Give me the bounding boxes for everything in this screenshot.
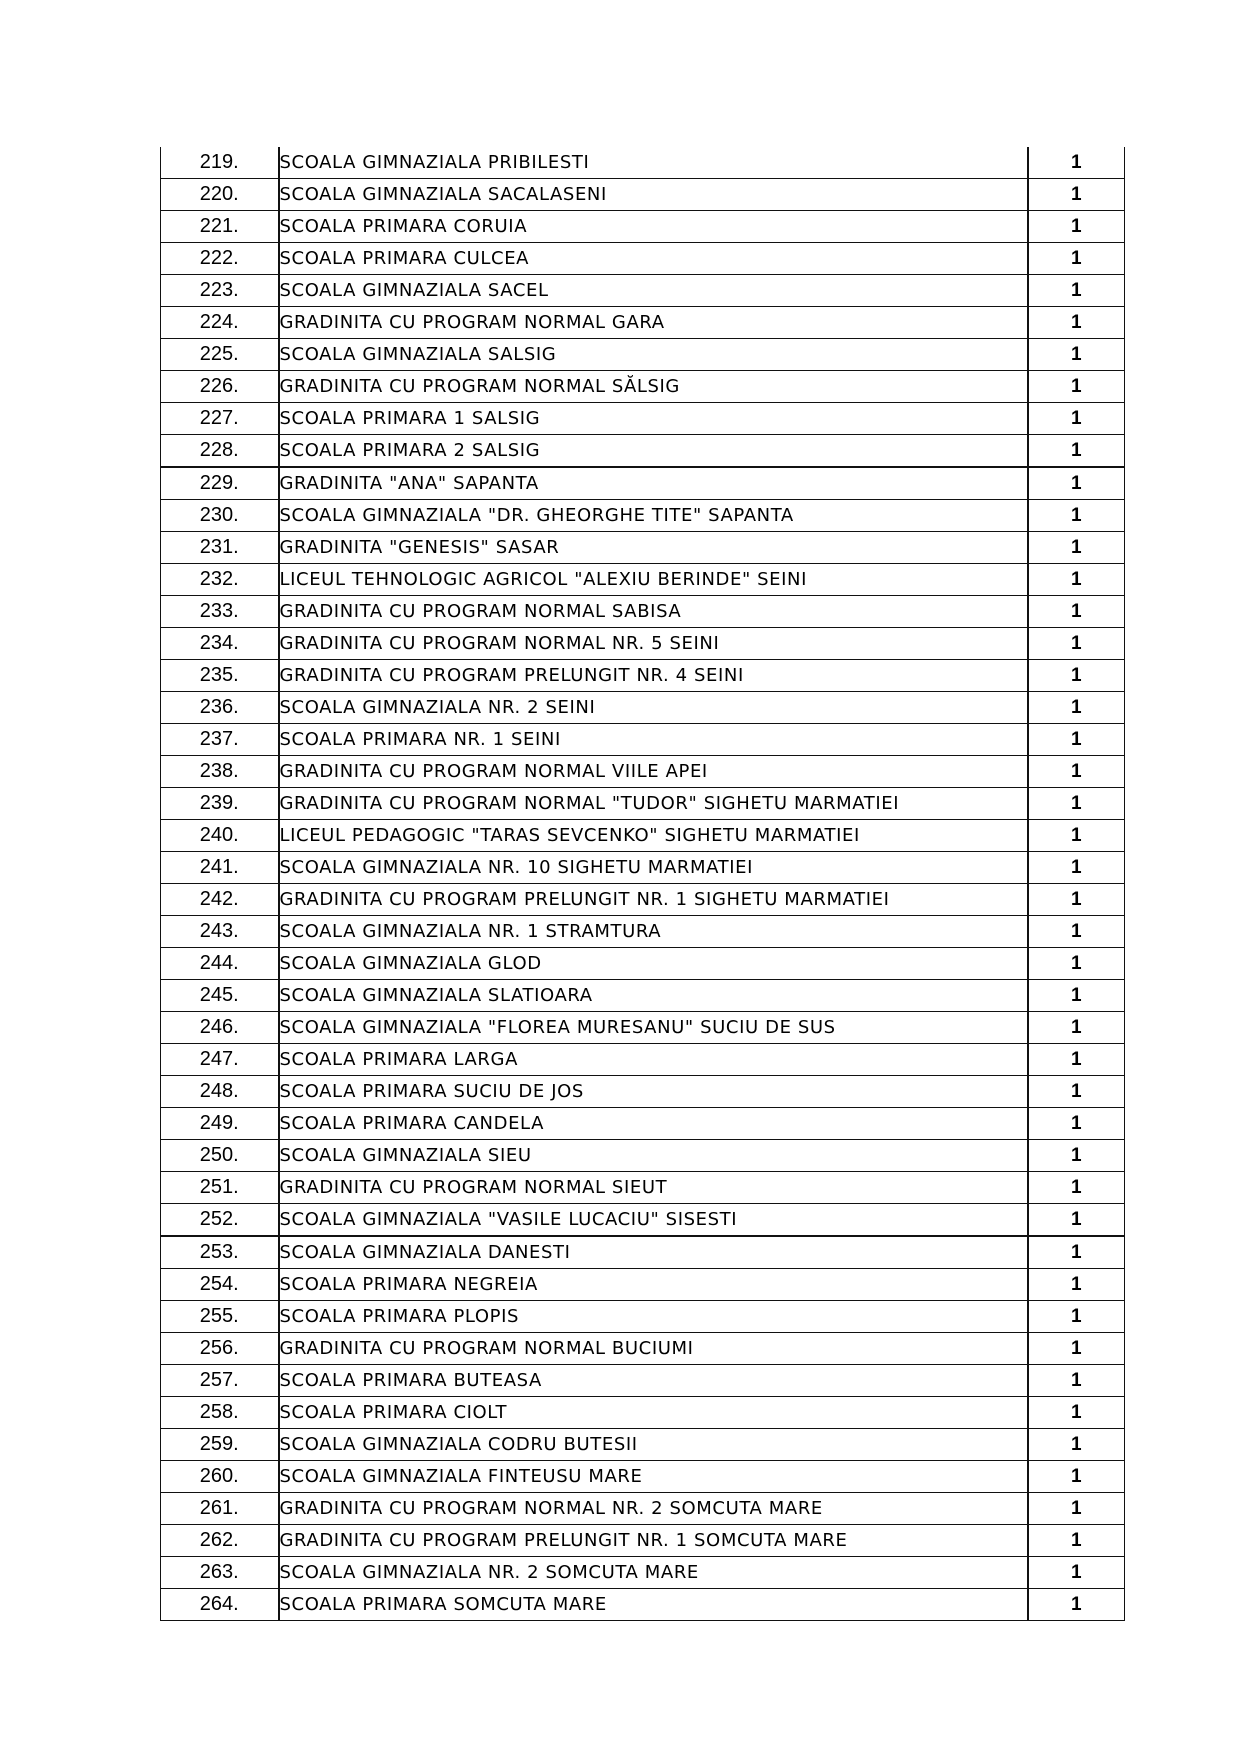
quantity-cell: 1 bbox=[1028, 1076, 1125, 1108]
quantity-cell: 1 bbox=[1028, 1557, 1125, 1589]
quantity-cell: 1 bbox=[1028, 756, 1125, 788]
table-row bbox=[161, 1044, 1125, 1076]
table-row bbox=[161, 371, 1125, 403]
table-row bbox=[161, 564, 1125, 596]
quantity-cell: 1 bbox=[1028, 788, 1125, 820]
row-number-cell: 251. bbox=[161, 1172, 279, 1204]
row-number-cell: 236. bbox=[161, 692, 279, 724]
row-number-cell: 252. bbox=[161, 1204, 279, 1237]
table-row bbox=[161, 788, 1125, 820]
quantity-cell: 1 bbox=[1028, 147, 1125, 179]
quantity-cell: 1 bbox=[1028, 1236, 1125, 1269]
row-number-cell: 231. bbox=[161, 532, 279, 564]
quantity-cell: 1 bbox=[1028, 1333, 1125, 1365]
row-number-cell: 244. bbox=[161, 948, 279, 980]
table-row bbox=[161, 1076, 1125, 1108]
row-number-cell: 243. bbox=[161, 916, 279, 948]
school-name-cell: SCOALA PRIMARA CORUIA bbox=[279, 211, 1028, 243]
table-row bbox=[161, 1589, 1125, 1621]
table-row bbox=[161, 1301, 1125, 1333]
table-row bbox=[161, 500, 1125, 532]
school-name-cell: GRADINITA CU PROGRAM NORMAL GARA bbox=[279, 307, 1028, 339]
quantity-cell: 1 bbox=[1028, 660, 1125, 692]
row-number-cell: 260. bbox=[161, 1461, 279, 1493]
school-name-cell: SCOALA PRIMARA NR. 1 SEINI bbox=[279, 724, 1028, 756]
row-number-cell: 221. bbox=[161, 211, 279, 243]
school-name-cell: GRADINITA CU PROGRAM NORMAL NR. 5 SEINI bbox=[279, 628, 1028, 660]
table-row bbox=[161, 403, 1125, 435]
quantity-cell: 1 bbox=[1028, 852, 1125, 884]
row-number-cell: 238. bbox=[161, 756, 279, 788]
school-name-cell: SCOALA GIMNAZIALA NR. 2 SOMCUTA MARE bbox=[279, 1557, 1028, 1589]
quantity-cell: 1 bbox=[1028, 1301, 1125, 1333]
row-number-cell: 241. bbox=[161, 852, 279, 884]
table-row bbox=[161, 1557, 1125, 1589]
table-row bbox=[161, 1461, 1125, 1493]
quantity-cell: 1 bbox=[1028, 1365, 1125, 1397]
row-number-cell: 247. bbox=[161, 1044, 279, 1076]
row-number-cell: 228. bbox=[161, 435, 279, 468]
table-row bbox=[161, 1429, 1125, 1461]
schools-table bbox=[160, 147, 1125, 1621]
quantity-cell: 1 bbox=[1028, 1140, 1125, 1172]
quantity-cell: 1 bbox=[1028, 371, 1125, 403]
school-name-cell: GRADINITA CU PROGRAM NORMAL BUCIUMI bbox=[279, 1333, 1028, 1365]
quantity-cell: 1 bbox=[1028, 211, 1125, 243]
row-number-cell: 263. bbox=[161, 1557, 279, 1589]
table-row bbox=[161, 660, 1125, 692]
school-name-cell: SCOALA GIMNAZIALA NR. 10 SIGHETU MARMATIEI bbox=[279, 852, 1028, 884]
quantity-cell: 1 bbox=[1028, 1172, 1125, 1204]
table-row bbox=[161, 1525, 1125, 1557]
quantity-cell: 1 bbox=[1028, 339, 1125, 371]
table-row bbox=[161, 692, 1125, 724]
table-row bbox=[161, 1140, 1125, 1172]
school-name-cell: SCOALA GIMNAZIALA SACEL bbox=[279, 275, 1028, 307]
school-name-cell: GRADINITA CU PROGRAM PRELUNGIT NR. 1 SOMCUTA MARE bbox=[279, 1525, 1028, 1557]
row-number-cell: 255. bbox=[161, 1301, 279, 1333]
row-number-cell: 254. bbox=[161, 1269, 279, 1301]
quantity-cell: 1 bbox=[1028, 1429, 1125, 1461]
quantity-cell: 1 bbox=[1028, 403, 1125, 435]
row-number-cell: 226. bbox=[161, 371, 279, 403]
table-row bbox=[161, 596, 1125, 628]
row-number-cell: 223. bbox=[161, 275, 279, 307]
row-number-cell: 261. bbox=[161, 1493, 279, 1525]
quantity-cell: 1 bbox=[1028, 1269, 1125, 1301]
school-name-cell: SCOALA PRIMARA CIOLT bbox=[279, 1397, 1028, 1429]
school-name-cell: GRADINITA CU PROGRAM NORMAL SĂLSIG bbox=[279, 371, 1028, 403]
row-number-cell: 242. bbox=[161, 884, 279, 916]
quantity-cell: 1 bbox=[1028, 1108, 1125, 1140]
table-row bbox=[161, 532, 1125, 564]
school-name-cell: SCOALA PRIMARA SOMCUTA MARE bbox=[279, 1589, 1028, 1621]
row-number-cell: 253. bbox=[161, 1236, 279, 1269]
row-number-cell: 235. bbox=[161, 660, 279, 692]
school-name-cell: GRADINITA CU PROGRAM NORMAL SIEUT bbox=[279, 1172, 1028, 1204]
row-number-cell: 245. bbox=[161, 980, 279, 1012]
table-row bbox=[161, 275, 1125, 307]
quantity-cell: 1 bbox=[1028, 948, 1125, 980]
schools-table-body bbox=[161, 147, 1125, 1621]
table-row bbox=[161, 467, 1125, 500]
school-name-cell: GRADINITA CU PROGRAM PRELUNGIT NR. 4 SEINI bbox=[279, 660, 1028, 692]
quantity-cell: 1 bbox=[1028, 243, 1125, 275]
row-number-cell: 233. bbox=[161, 596, 279, 628]
row-number-cell: 257. bbox=[161, 1365, 279, 1397]
school-name-cell: SCOALA GIMNAZIALA CODRU BUTESII bbox=[279, 1429, 1028, 1461]
table-row bbox=[161, 435, 1125, 468]
row-number-cell: 234. bbox=[161, 628, 279, 660]
school-name-cell: SCOALA PRIMARA 1 SALSIG bbox=[279, 403, 1028, 435]
quantity-cell: 1 bbox=[1028, 980, 1125, 1012]
school-name-cell: SCOALA GIMNAZIALA "DR. GHEORGHE TITE" SAPANTA bbox=[279, 500, 1028, 532]
school-name-cell: SCOALA PRIMARA BUTEASA bbox=[279, 1365, 1028, 1397]
table-row bbox=[161, 1012, 1125, 1044]
quantity-cell: 1 bbox=[1028, 1493, 1125, 1525]
table-row bbox=[161, 339, 1125, 371]
school-name-cell: LICEUL TEHNOLOGIC AGRICOL "ALEXIU BERINDE" SEINI bbox=[279, 564, 1028, 596]
table-row bbox=[161, 147, 1125, 179]
table-row bbox=[161, 1365, 1125, 1397]
school-name-cell: SCOALA GIMNAZIALA FINTEUSU MARE bbox=[279, 1461, 1028, 1493]
table-row bbox=[161, 179, 1125, 211]
row-number-cell: 259. bbox=[161, 1429, 279, 1461]
table-row bbox=[161, 852, 1125, 884]
quantity-cell: 1 bbox=[1028, 820, 1125, 852]
quantity-cell: 1 bbox=[1028, 307, 1125, 339]
row-number-cell: 256. bbox=[161, 1333, 279, 1365]
table-row bbox=[161, 1236, 1125, 1269]
row-number-cell: 258. bbox=[161, 1397, 279, 1429]
table-row bbox=[161, 1108, 1125, 1140]
school-name-cell: SCOALA PRIMARA 2 SALSIG bbox=[279, 435, 1028, 468]
table-row bbox=[161, 211, 1125, 243]
row-number-cell: 229. bbox=[161, 467, 279, 500]
table-row bbox=[161, 948, 1125, 980]
row-number-cell: 219. bbox=[161, 147, 279, 179]
school-name-cell: SCOALA PRIMARA PLOPIS bbox=[279, 1301, 1028, 1333]
table-row bbox=[161, 1204, 1125, 1237]
row-number-cell: 230. bbox=[161, 500, 279, 532]
school-name-cell: GRADINITA CU PROGRAM NORMAL VIILE APEI bbox=[279, 756, 1028, 788]
table-row bbox=[161, 243, 1125, 275]
school-name-cell: GRADINITA CU PROGRAM NORMAL "TUDOR" SIGHETU MARMATIEI bbox=[279, 788, 1028, 820]
row-number-cell: 222. bbox=[161, 243, 279, 275]
school-name-cell: GRADINITA CU PROGRAM NORMAL SABISA bbox=[279, 596, 1028, 628]
quantity-cell: 1 bbox=[1028, 1397, 1125, 1429]
quantity-cell: 1 bbox=[1028, 435, 1125, 468]
table-row bbox=[161, 307, 1125, 339]
row-number-cell: 262. bbox=[161, 1525, 279, 1557]
row-number-cell: 249. bbox=[161, 1108, 279, 1140]
school-name-cell: SCOALA GIMNAZIALA NR. 1 STRAMTURA bbox=[279, 916, 1028, 948]
quantity-cell: 1 bbox=[1028, 596, 1125, 628]
quantity-cell: 1 bbox=[1028, 179, 1125, 211]
row-number-cell: 232. bbox=[161, 564, 279, 596]
school-name-cell: SCOALA PRIMARA CULCEA bbox=[279, 243, 1028, 275]
row-number-cell: 224. bbox=[161, 307, 279, 339]
school-name-cell: SCOALA GIMNAZIALA GLOD bbox=[279, 948, 1028, 980]
school-name-cell: LICEUL PEDAGOGIC "TARAS SEVCENKO" SIGHETU MARMATIEI bbox=[279, 820, 1028, 852]
row-number-cell: 225. bbox=[161, 339, 279, 371]
table-row bbox=[161, 756, 1125, 788]
table-row bbox=[161, 1269, 1125, 1301]
row-number-cell: 246. bbox=[161, 1012, 279, 1044]
school-name-cell: SCOALA GIMNAZIALA SIEU bbox=[279, 1140, 1028, 1172]
quantity-cell: 1 bbox=[1028, 532, 1125, 564]
school-name-cell: SCOALA GIMNAZIALA DANESTI bbox=[279, 1236, 1028, 1269]
quantity-cell: 1 bbox=[1028, 628, 1125, 660]
table-row bbox=[161, 1333, 1125, 1365]
row-number-cell: 240. bbox=[161, 820, 279, 852]
school-name-cell: SCOALA GIMNAZIALA "FLOREA MURESANU" SUCIU DE SUS bbox=[279, 1012, 1028, 1044]
school-name-cell: SCOALA GIMNAZIALA SLATIOARA bbox=[279, 980, 1028, 1012]
table-row bbox=[161, 1172, 1125, 1204]
school-name-cell: SCOALA GIMNAZIALA SALSIG bbox=[279, 339, 1028, 371]
table-row bbox=[161, 724, 1125, 756]
row-number-cell: 248. bbox=[161, 1076, 279, 1108]
school-name-cell: SCOALA PRIMARA CANDELA bbox=[279, 1108, 1028, 1140]
quantity-cell: 1 bbox=[1028, 1589, 1125, 1621]
school-name-cell: SCOALA PRIMARA SUCIU DE JOS bbox=[279, 1076, 1028, 1108]
row-number-cell: 250. bbox=[161, 1140, 279, 1172]
quantity-cell: 1 bbox=[1028, 1525, 1125, 1557]
quantity-cell: 1 bbox=[1028, 1012, 1125, 1044]
row-number-cell: 220. bbox=[161, 179, 279, 211]
quantity-cell: 1 bbox=[1028, 692, 1125, 724]
row-number-cell: 227. bbox=[161, 403, 279, 435]
quantity-cell: 1 bbox=[1028, 500, 1125, 532]
table-row bbox=[161, 628, 1125, 660]
quantity-cell: 1 bbox=[1028, 1044, 1125, 1076]
table-row bbox=[161, 1397, 1125, 1429]
table-row bbox=[161, 820, 1125, 852]
row-number-cell: 239. bbox=[161, 788, 279, 820]
quantity-cell: 1 bbox=[1028, 564, 1125, 596]
row-number-cell: 264. bbox=[161, 1589, 279, 1621]
quantity-cell: 1 bbox=[1028, 275, 1125, 307]
quantity-cell: 1 bbox=[1028, 1204, 1125, 1237]
school-name-cell: GRADINITA CU PROGRAM NORMAL NR. 2 SOMCUTA MARE bbox=[279, 1493, 1028, 1525]
school-name-cell: SCOALA PRIMARA LARGA bbox=[279, 1044, 1028, 1076]
quantity-cell: 1 bbox=[1028, 1461, 1125, 1493]
school-name-cell: GRADINITA CU PROGRAM PRELUNGIT NR. 1 SIGHETU MARMATIEI bbox=[279, 884, 1028, 916]
school-name-cell: SCOALA GIMNAZIALA "VASILE LUCACIU" SISESTI bbox=[279, 1204, 1028, 1237]
quantity-cell: 1 bbox=[1028, 916, 1125, 948]
school-name-cell: SCOALA GIMNAZIALA NR. 2 SEINI bbox=[279, 692, 1028, 724]
quantity-cell: 1 bbox=[1028, 467, 1125, 500]
row-number-cell: 237. bbox=[161, 724, 279, 756]
school-name-cell: SCOALA GIMNAZIALA PRIBILESTI bbox=[279, 147, 1028, 179]
table-row bbox=[161, 980, 1125, 1012]
school-name-cell: GRADINITA "ANA" SAPANTA bbox=[279, 467, 1028, 500]
quantity-cell: 1 bbox=[1028, 724, 1125, 756]
quantity-cell: 1 bbox=[1028, 884, 1125, 916]
school-name-cell: SCOALA GIMNAZIALA SACALASENI bbox=[279, 179, 1028, 211]
table-row bbox=[161, 1493, 1125, 1525]
school-name-cell: GRADINITA "GENESIS" SASAR bbox=[279, 532, 1028, 564]
table-row bbox=[161, 916, 1125, 948]
school-name-cell: SCOALA PRIMARA NEGREIA bbox=[279, 1269, 1028, 1301]
table-row bbox=[161, 884, 1125, 916]
